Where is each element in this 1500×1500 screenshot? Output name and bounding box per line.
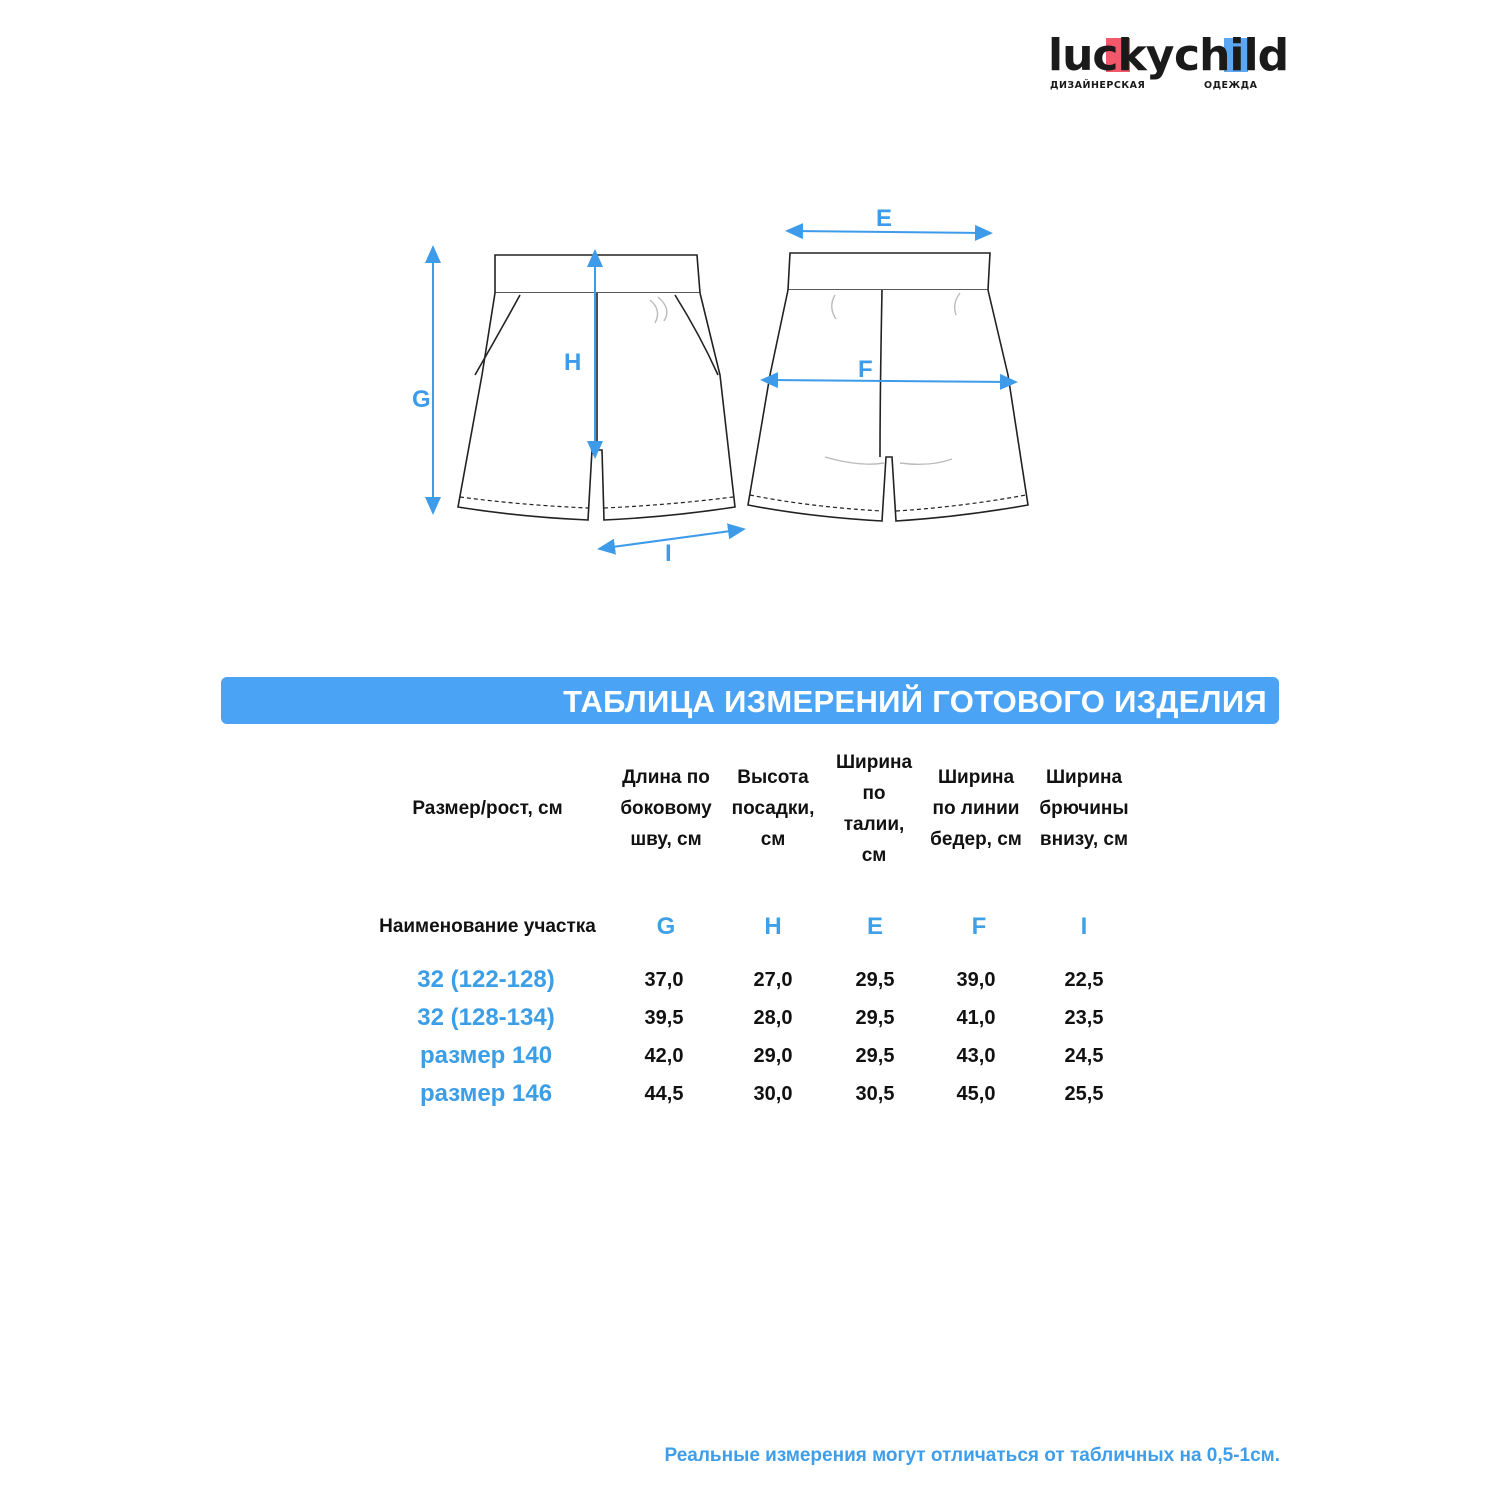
column-header-line: талии, — [843, 814, 905, 835]
logo-word-lucky: lucky — [1048, 30, 1174, 81]
column-header-line: Ширина — [937, 767, 1015, 788]
column-header-line: брючины — [1039, 798, 1129, 819]
label-f: F — [858, 356, 873, 383]
table-cell: 23,5 — [1064, 1007, 1104, 1029]
label-g: G — [412, 386, 431, 413]
row-label: 32 (122-128) — [417, 966, 555, 993]
column-header-f — [920, 762, 1032, 855]
row-label: 32 (128-134) — [417, 1004, 555, 1031]
table-cell: 42,0 — [644, 1045, 684, 1067]
column-header-line: бедер, см — [930, 829, 1022, 850]
column-header-line: Высота — [737, 767, 809, 788]
table-cell: 39,5 — [644, 1007, 684, 1029]
table-cell: 39,0 — [956, 969, 996, 991]
section-label: Наименование участка — [379, 916, 596, 937]
column-header-line: внизу, см — [1039, 829, 1129, 850]
column-letter-g: G — [656, 913, 676, 940]
column-header-line: см — [760, 829, 786, 850]
label-i: I — [665, 540, 672, 567]
column-header-line: см — [861, 845, 887, 866]
table-cell: 44,5 — [644, 1083, 684, 1105]
size-header: Размер/рост, см — [412, 798, 563, 819]
table-cell: 37,0 — [644, 969, 684, 991]
table-cell: 43,0 — [956, 1045, 996, 1067]
table-title: ТАБЛИЦА ИЗМЕРЕНИЙ ГОТОВОГО ИЗДЕЛИЯ — [563, 684, 1267, 719]
measurement-disclaimer: Реальные измерения могут отличаться от табличных на 0,5-1см. — [664, 1445, 1280, 1466]
table-cell: 25,5 — [1064, 1083, 1104, 1105]
logo-tagline-2: ОДЕЖДА — [1204, 80, 1258, 91]
column-letter-f: F — [971, 913, 987, 940]
column-letter-e: E — [866, 913, 883, 940]
column-header-line: по — [862, 783, 886, 804]
front-waistband — [495, 255, 700, 293]
table-cell: 24,5 — [1064, 1045, 1104, 1067]
table-cell: 29,5 — [855, 1007, 895, 1029]
table-cell: 27,0 — [753, 969, 793, 991]
shorts-diagram-svg — [400, 195, 1060, 585]
column-header-line: Ширина — [1045, 767, 1123, 788]
column-header-i — [1030, 762, 1138, 855]
column-header-line: Длина по — [622, 767, 710, 788]
back-body — [748, 290, 1028, 521]
label-e: E — [876, 205, 893, 232]
column-header-line: по линии — [932, 798, 1020, 819]
table-cell: 30,5 — [855, 1083, 895, 1105]
shorts-technical-drawing — [400, 195, 1060, 585]
table-cell: 28,0 — [753, 1007, 793, 1029]
table-cell: 45,0 — [956, 1083, 996, 1105]
logo-word-child: child — [1174, 30, 1289, 81]
table-cell: 41,0 — [956, 1007, 996, 1029]
column-header-line: посадки, — [731, 798, 815, 819]
logo-tagline-1: ДИЗАЙНЕРСКАЯ — [1050, 80, 1146, 91]
column-header-line: боковому — [620, 798, 712, 819]
shorts-front-view — [458, 255, 735, 520]
table-cell: 29,0 — [753, 1045, 793, 1067]
column-letter-h: H — [764, 913, 782, 940]
column-header-line: шву, см — [630, 829, 702, 850]
table-cell: 29,5 — [855, 1045, 895, 1067]
table-cell: 22,5 — [1064, 969, 1104, 991]
back-waistband — [788, 253, 990, 290]
shorts-back-view — [748, 253, 1028, 521]
column-header-g — [606, 762, 726, 855]
label-h: H — [564, 349, 582, 376]
row-label: размер 140 — [419, 1042, 553, 1069]
column-header-h — [722, 762, 824, 855]
row-label: размер 146 — [419, 1080, 553, 1107]
column-letter-i: I — [1080, 913, 1088, 940]
brand-logo — [1048, 30, 1289, 92]
column-header-e — [824, 747, 924, 871]
table-cell: 30,0 — [753, 1083, 793, 1105]
column-header-line: Ширина — [835, 752, 913, 773]
table-title-banner — [221, 677, 1279, 724]
table-cell: 29,5 — [855, 969, 895, 991]
